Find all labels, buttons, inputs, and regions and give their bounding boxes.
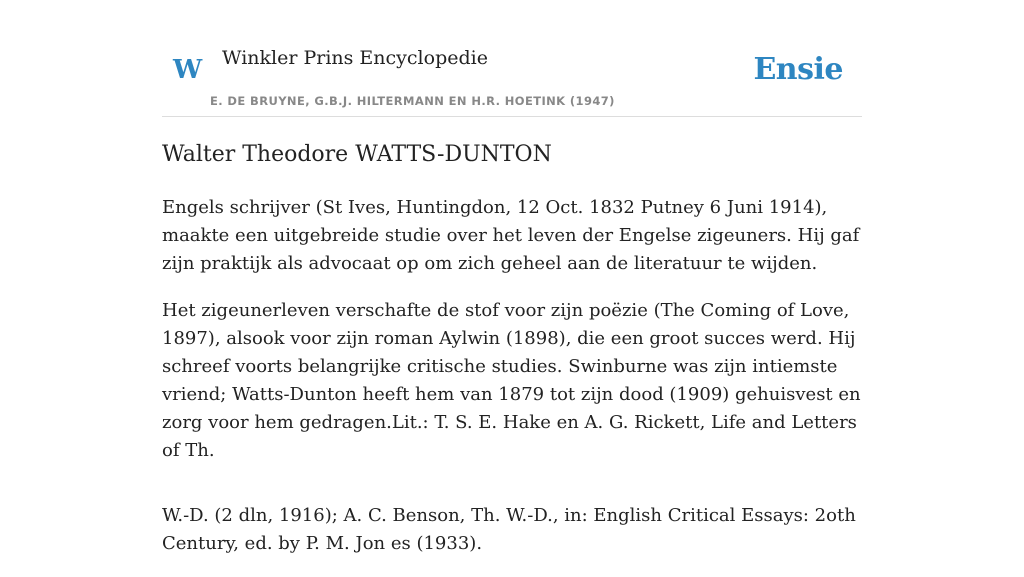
- book-logo-icon[interactable]: W: [173, 55, 203, 85]
- page-header: [162, 0, 862, 117]
- book-authors: E. DE BRUYNE, G.B.J. HILTERMANN EN H.R. HOETINK (1947): [210, 94, 615, 108]
- article-paragraph: Het zigeunerleven verschafte de stof voor zijn poëzie (The Coming of Love, 1897), alsook voor zijn roman Aylwin (1898), die een groot succes werd. Hij schreef voorts belangrijke critische studies. Swinburne was zijn intiemste vriend; Watts-Dunton heeft hem van 1879 tot zijn dood (1909) gehuisvest en zorg voor hem gedragen.Lit.: T. S. E. Hake en A. G. Rickett, Life and Letters of Th.: [162, 300, 861, 461]
- book-title[interactable]: Winkler Prins Encyclopedie: [222, 47, 488, 69]
- article-title: Walter Theodore WATTS-DUNTON: [162, 142, 552, 167]
- article-paragraph: W.-D. (2 dln, 1916); A. C. Benson, Th. W.-D., in: English Critical Essays: 2oth Century, ed. by P. M. Jon es (1933).: [162, 505, 856, 554]
- article: [162, 138, 872, 577]
- site-logo[interactable]: Ensie: [753, 52, 843, 87]
- article-paragraph: Engels schrijver (St Ives, Huntingdon, 12 Oct. 1832 Putney 6 Juni 1914), maakte een uitgebreide studie over het leven der Engelse zigeuners. Hij gaf zijn praktijk als advocaat op om zich geheel aan de literatuur te wijden.: [162, 197, 860, 274]
